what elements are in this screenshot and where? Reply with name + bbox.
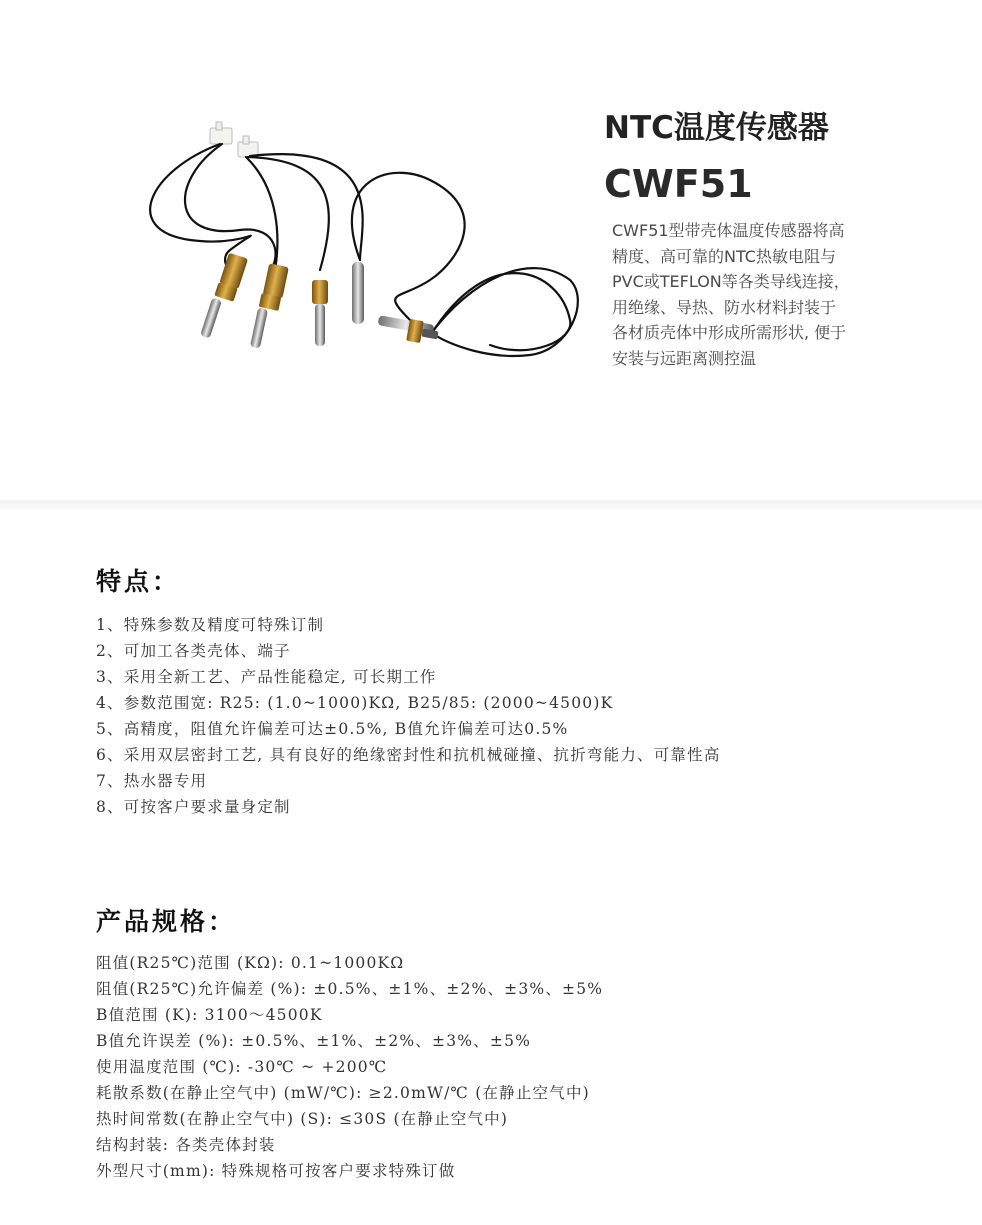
description-line: 精度、高可靠的NTC热敏电阻与 (612, 246, 836, 266)
spec-item: 阻值(R25℃)允许偏差 (%): ±0.5%、±1%、±2%、±3%、±5% (96, 980, 604, 998)
description-line: PVC或TEFLON等各类导线连接， (612, 272, 850, 291)
hero-text (604, 108, 894, 206)
spec-item: B值允许误差 (%): ±0.5%、±1%、±2%、±3%、±5% (96, 1032, 532, 1050)
probe-brass-1 (200, 253, 248, 339)
product-photo (130, 120, 580, 380)
specs-heading: 产品规格： (96, 907, 237, 936)
feature-item: 8、可按客户要求量身定制 (96, 798, 291, 816)
connector-left (210, 122, 232, 144)
description-line: 安装与远距离测控温 (612, 348, 757, 368)
probe-brass-2 (250, 263, 289, 348)
spec-item: 热时间常数(在静止空气中) (S): ≤30S (在静止空气中) (96, 1110, 509, 1128)
section-divider (0, 500, 982, 510)
spec-item: 外型尺寸(mm): 特殊规格可按客户要求特殊订做 (96, 1162, 456, 1180)
features-list (96, 612, 721, 820)
description-line: 各材质壳体中形成所需形状, 便于 (612, 323, 847, 342)
spec-item: 使用温度范围 (℃): -30℃ ~ +200℃ (96, 1058, 388, 1076)
feature-item: 4、参数范围宽: R25: (1.0~1000)KΩ, B25/85: (2000~4500)K (96, 694, 614, 712)
spec-item: 阻值(R25℃)范围 (KΩ): 0.1~1000KΩ (96, 954, 405, 972)
feature-item: 1、特殊参数及精度可特殊订制 (96, 616, 325, 634)
feature-item: 7、热水器专用 (96, 772, 208, 790)
features-heading: 特点： (96, 567, 181, 596)
product-description (612, 218, 884, 371)
feature-item: 3、采用全新工艺、产品性能稳定, 可长期工作 (96, 668, 437, 686)
probe-brass-3 (312, 280, 328, 346)
spec-item: 耗散系数(在静止空气中) (mW/℃): ≥2.0mW/℃ (在静止空气中) (96, 1084, 590, 1102)
feature-item: 5、高精度，阻值允许偏差可达±0.5%, B值允许偏差可达0.5% (96, 720, 569, 738)
connector-right (238, 136, 258, 157)
product-model: CWF51 (604, 162, 753, 206)
description-line: 用绝缘、导热、防水材料封装于 (612, 297, 837, 317)
hero-section (0, 0, 982, 500)
feature-item: 2、可加工各类壳体、端子 (96, 642, 291, 660)
spec-item: B值范围 (K): 3100～4500K (96, 1006, 323, 1024)
feature-item: 6、采用双层密封工艺, 具有良好的绝缘密封性和抗机械碰撞、抗折弯能力、可靠性高 (96, 746, 721, 764)
probe-steel-4 (352, 262, 364, 324)
product-title: NTC温度传感器 (604, 110, 829, 146)
description-line: CWF51型带壳体温度传感器将高 (612, 221, 845, 240)
spec-item: 结构封装: 各类壳体封装 (96, 1136, 276, 1154)
specs-list (96, 950, 603, 1184)
